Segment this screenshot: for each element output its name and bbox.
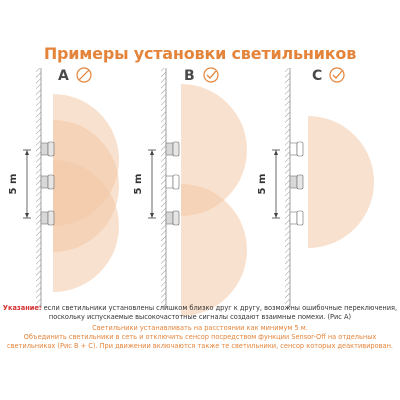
fixture-bracket-c2: [290, 176, 297, 188]
scheme-letter-a: A: [58, 68, 69, 84]
distance-dimension-b: [133, 150, 156, 218]
warning-label: Указание:: [2, 304, 42, 312]
distance-label-c: 5 m: [257, 173, 268, 195]
recommendation-note: [0, 324, 400, 351]
luminaire-a1: [48, 142, 54, 156]
fixture-bracket-b3: [166, 212, 173, 224]
check-circle-icon: [204, 68, 218, 82]
recommendation-line2: Объединить светильники в сеть и отключить сенсор посредством функции Sensor-Off на отдельных: [23, 333, 377, 341]
recommendation-line1: Светильники устанавливать на расстоянии как минимум 5 м.: [92, 324, 308, 332]
wall-a: [36, 68, 41, 308]
luminaire-a2: [48, 175, 54, 189]
luminaire-c1-sensor-off: [297, 142, 303, 156]
scheme-letter-c: C: [312, 68, 323, 84]
scheme-letter-b: B: [184, 68, 195, 84]
distance-dimension-a: [8, 150, 31, 218]
luminaire-b3: [173, 211, 179, 225]
distance-label-a: 5 m: [8, 173, 19, 195]
distance-dimension-c: [257, 150, 280, 218]
luminaire-b1: [173, 142, 179, 156]
scheme-b: [133, 68, 247, 316]
fixture-bracket-b1: [166, 143, 173, 155]
check-circle-icon: [330, 68, 344, 82]
warning-note: [0, 304, 400, 322]
fixture-bracket-b2: [166, 176, 173, 188]
distance-label-b: 5 m: [133, 173, 144, 195]
scheme-c: [257, 68, 374, 308]
warning-text-line1: если светильники установлены слишком близко друг к другу, возможны ошибочные переключения,: [41, 304, 398, 312]
fixture-bracket-c1: [290, 143, 297, 155]
detection-zone-c: [308, 116, 374, 248]
wall-c: [285, 68, 290, 308]
page-title: Примеры установки светильников: [43, 44, 357, 63]
warning-text-line2: поскольку испускаемые высокочастотные сигналы создают взаимные помехи. (Рис A): [48, 313, 352, 321]
luminaire-a3: [48, 211, 54, 225]
luminaire-c2: [297, 175, 303, 189]
luminaire-b2-sensor-off: [173, 175, 179, 189]
detection-zone-b2: [181, 184, 247, 316]
wall-b: [161, 68, 166, 308]
fixture-bracket-a1: [41, 143, 48, 155]
fixture-bracket-c3: [290, 212, 297, 224]
luminaire-c3-sensor-off: [297, 211, 303, 225]
cross-circle-icon: [77, 68, 91, 82]
scheme-a: [8, 68, 119, 308]
fixture-bracket-a2: [41, 176, 48, 188]
fixture-bracket-a3: [41, 212, 48, 224]
recommendation-line3: светильниках (Рис B + C). При движении включаются также те светильники, сенсор которых деактивирован.: [7, 342, 393, 350]
